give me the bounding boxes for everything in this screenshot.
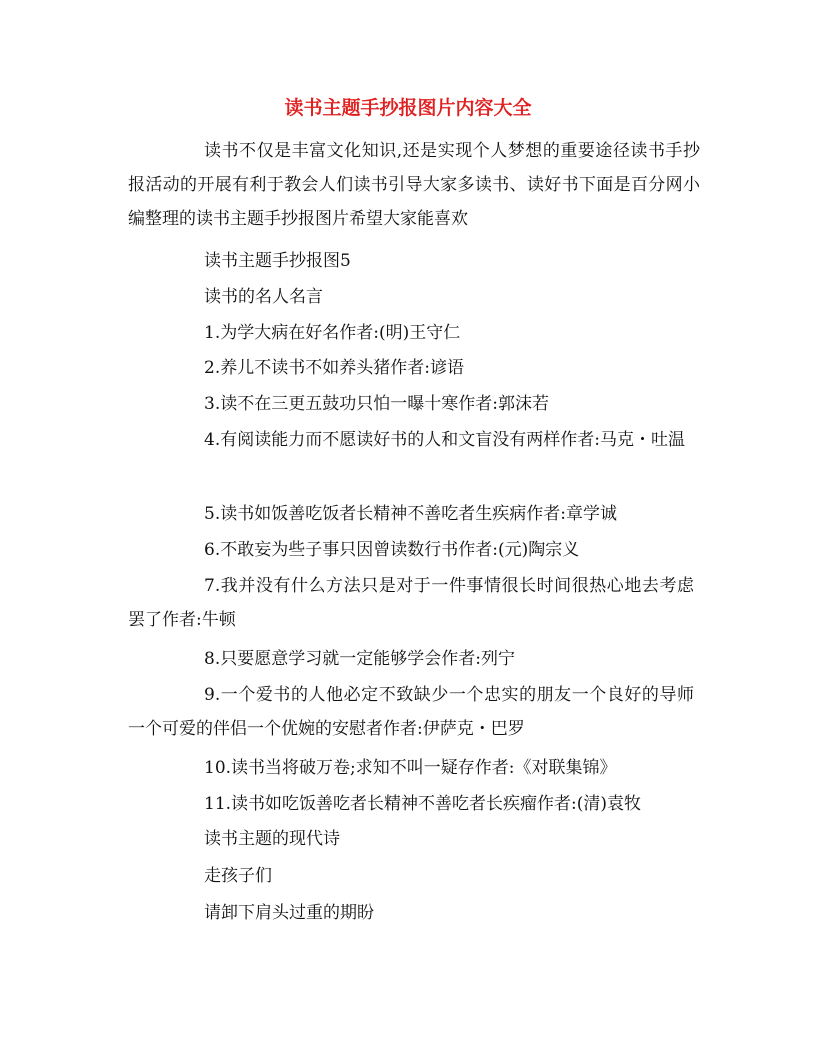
subheading-poem: 读书主题的现代诗 [204, 829, 340, 849]
quote-item: 4.有阅读能力而不愿读好书的人和文盲没有两样作者:马克・吐温 [204, 430, 685, 450]
subheading-quotes: 读书的名人名言 [204, 287, 323, 307]
quote-item: 6.不敢妄为些子事只因曾读数行书作者:(元)陶宗义 [204, 540, 580, 560]
quote-item: 10.读书当将破万卷;求知不叫一疑存作者:《对联集锦》 [204, 758, 617, 778]
quote-item: 8.只要愿意学习就一定能够学会作者:列宁 [204, 649, 515, 669]
poem-line: 请卸下肩头过重的期盼 [204, 903, 374, 923]
page-title: 读书主题手抄报图片内容大全 [284, 97, 532, 119]
quote-item: 9.一个爱书的人他必定不致缺少一个忠实的朋友一个良好的导师一个可爱的伴侣一个优婉的安慰者作者:伊萨克・巴罗 [128, 685, 694, 739]
quote-item: 2.养儿不读书不如养头猪作者:谚语 [204, 358, 464, 378]
poem-line: 走孩子们 [204, 866, 272, 886]
quote-item: 7.我并没有什么方法只是对于一件事情很长时间很热心地去考虑罢了作者:牛顿 [128, 576, 694, 630]
intro-paragraph: 读书不仅是丰富文化知识,还是实现个人梦想的重要途径读书手抄报活动的开展有利于教会人们读书引导大家多读书、读好书下面是百分网小编整理的读书主题手抄报图片希望大家能喜欢 [128, 141, 700, 229]
quote-item: 3.读不在三更五鼓功只怕一曝十寒作者:郭沫若 [204, 394, 549, 414]
quote-item: 1.为学大病在好名作者:(明)王守仁 [204, 323, 461, 343]
quote-item: 11.读书如吃饭善吃者长精神不善吃者长疾瘤作者:(清)袁牧 [204, 794, 642, 814]
quote-item: 5.读书如饭善吃饭者长精神不善吃者生疾病作者:章学诚 [204, 504, 617, 524]
subheading-poster: 读书主题手抄报图5 [204, 251, 351, 271]
